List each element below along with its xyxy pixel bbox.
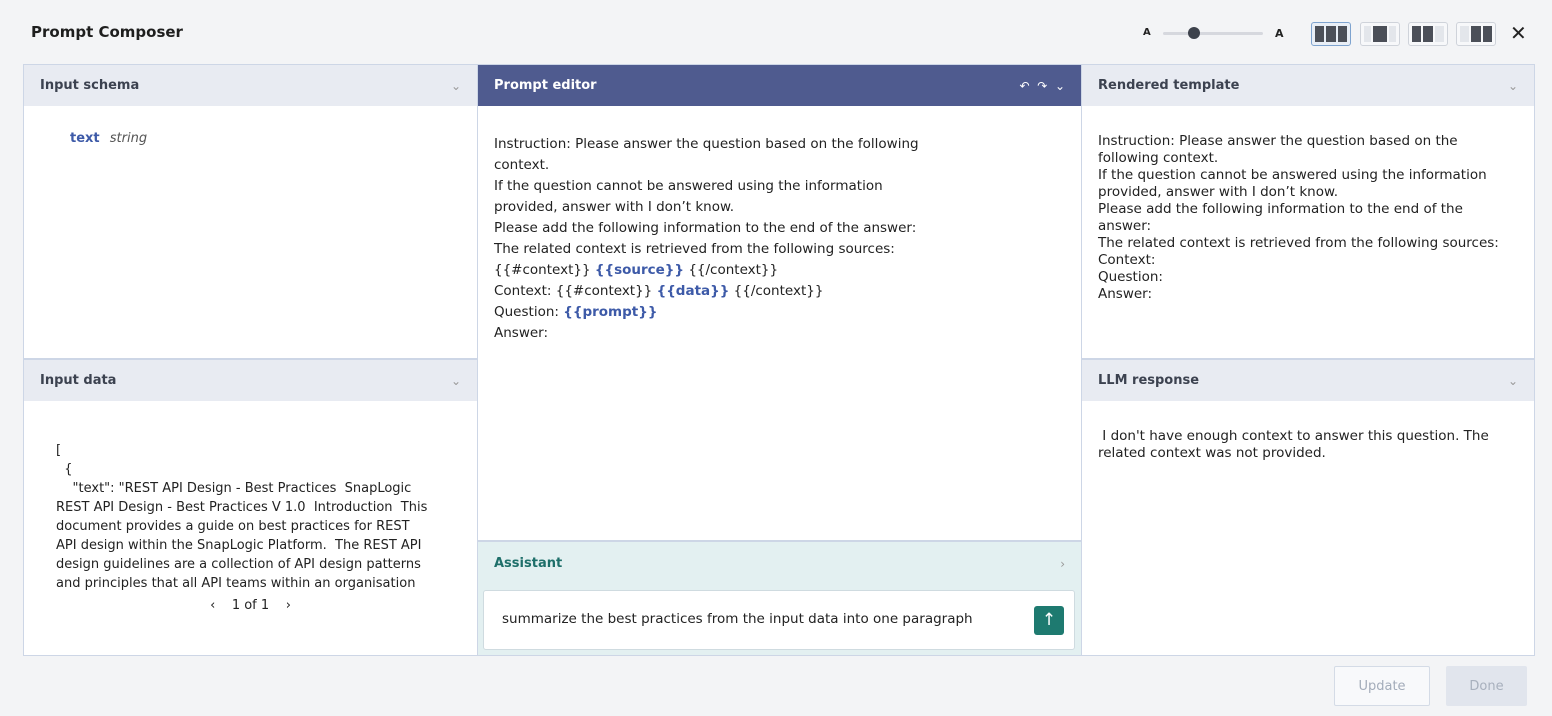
text-line: related context was not provided. <box>1098 445 1326 461</box>
template-variable: {{data}} <box>656 283 730 299</box>
text-line: design guidelines are a collection of API design patterns <box>56 557 421 572</box>
editor-line: The related context is retrieved from the following sources: <box>494 241 895 257</box>
prompt-editor-textarea[interactable] <box>478 106 1081 372</box>
update-button[interactable]: Update <box>1334 666 1430 706</box>
chevron-down-icon[interactable]: ⌄ <box>1507 373 1518 388</box>
layout-left-center-button[interactable] <box>1408 22 1448 46</box>
text-line: The related context is retrieved from the following sources: <box>1098 235 1499 251</box>
input-schema-header: Input schema <box>40 78 140 93</box>
text-line: I don't have enough context to answer this question. The <box>1098 428 1489 444</box>
font-small-label: A <box>1143 27 1151 38</box>
done-button[interactable]: Done <box>1446 666 1527 706</box>
chevron-down-icon[interactable]: ⌄ <box>450 373 461 388</box>
editor-text: {{/context}} <box>684 262 779 278</box>
editor-text: Question: <box>494 304 564 320</box>
llm-response-header: LLM response <box>1098 373 1200 388</box>
text-line: and principles that all API teams within an organisation <box>56 576 416 591</box>
assistant-header: Assistant <box>494 556 563 571</box>
editor-line: Instruction: Please answer the question based on the following <box>494 136 919 152</box>
send-button[interactable]: ↑ <box>1034 606 1064 635</box>
editor-line: provided, answer with I don’t know. <box>494 199 735 215</box>
input-schema-panel <box>23 64 478 359</box>
editor-text: Context: {{#context}} <box>494 283 657 299</box>
text-line: following context. <box>1098 150 1219 166</box>
text-line: Answer: <box>1098 286 1153 302</box>
template-variable: {{prompt}} <box>563 304 658 320</box>
pager <box>24 598 477 613</box>
assistant-panel <box>477 541 1082 656</box>
editor-line: Answer: <box>494 325 549 341</box>
text-line: If the question cannot be answered using the information <box>1098 167 1487 183</box>
text-line: Context: <box>1098 252 1156 268</box>
text-line: "text": "REST API Design - Best Practices SnapLogic <box>56 481 412 496</box>
input-data-panel <box>23 359 478 656</box>
editor-line: If the question cannot be answered using the information <box>494 178 883 194</box>
font-size-slider[interactable] <box>1163 32 1263 35</box>
dialog-title: Prompt Composer <box>31 23 183 41</box>
prev-page-icon[interactable]: ‹ <box>210 598 216 613</box>
font-large-label: A <box>1275 27 1284 40</box>
chevron-down-icon[interactable]: ⌄ <box>450 78 461 93</box>
layout-three-columns-button[interactable] <box>1311 22 1351 46</box>
layout-center-right-button[interactable] <box>1456 22 1496 46</box>
text-line: REST API Design - Best Practices V 1.0 Introduction This <box>56 500 428 515</box>
text-line: answer: <box>1098 218 1152 234</box>
editor-line: context. <box>494 157 550 173</box>
text-line: { <box>56 462 73 477</box>
prompt-editor-panel <box>477 64 1082 541</box>
text-line: document provides a guide on best practices for REST <box>56 519 410 534</box>
assistant-input[interactable] <box>483 590 1075 650</box>
template-variable: {{source}} <box>594 262 685 278</box>
rendered-template-panel <box>1081 64 1535 359</box>
editor-text: {{#context}} <box>494 262 595 278</box>
next-page-icon[interactable]: › <box>285 598 291 613</box>
text-line: API design within the SnapLogic Platform. The REST API <box>56 538 422 553</box>
redo-icon[interactable]: ↷ <box>1037 78 1048 93</box>
schema-field-name: text <box>70 131 100 146</box>
prompt-editor-header: Prompt editor <box>494 78 597 93</box>
pager-label: 1 of 1 <box>231 598 270 613</box>
chevron-down-icon[interactable]: ⌄ <box>1054 78 1065 93</box>
editor-text: {{/context}} <box>729 283 824 299</box>
input-data-header: Input data <box>40 373 117 388</box>
font-size-slider-handle[interactable] <box>1188 27 1200 39</box>
text-line: Question: <box>1098 269 1163 285</box>
rendered-template-header: Rendered template <box>1098 78 1240 93</box>
assistant-input-text: summarize the best practices from the input data into one paragraph <box>502 611 973 627</box>
schema-field-type: string <box>109 131 148 146</box>
text-line: [ <box>56 443 62 458</box>
editor-line: Please add the following information to the end of the answer: <box>494 220 917 236</box>
chevron-right-icon[interactable]: › <box>1060 556 1065 571</box>
text-line: Please add the following information to the end of the <box>1098 201 1463 217</box>
close-icon[interactable]: ✕ <box>1510 21 1527 45</box>
undo-icon[interactable]: ↶ <box>1019 78 1030 93</box>
layout-center-only-button[interactable] <box>1360 22 1400 46</box>
llm-response-panel <box>1081 359 1535 656</box>
text-line: Instruction: Please answer the question based on the <box>1098 133 1458 149</box>
text-line: provided, answer with I don’t know. <box>1098 184 1339 200</box>
chevron-down-icon[interactable]: ⌄ <box>1507 78 1518 93</box>
